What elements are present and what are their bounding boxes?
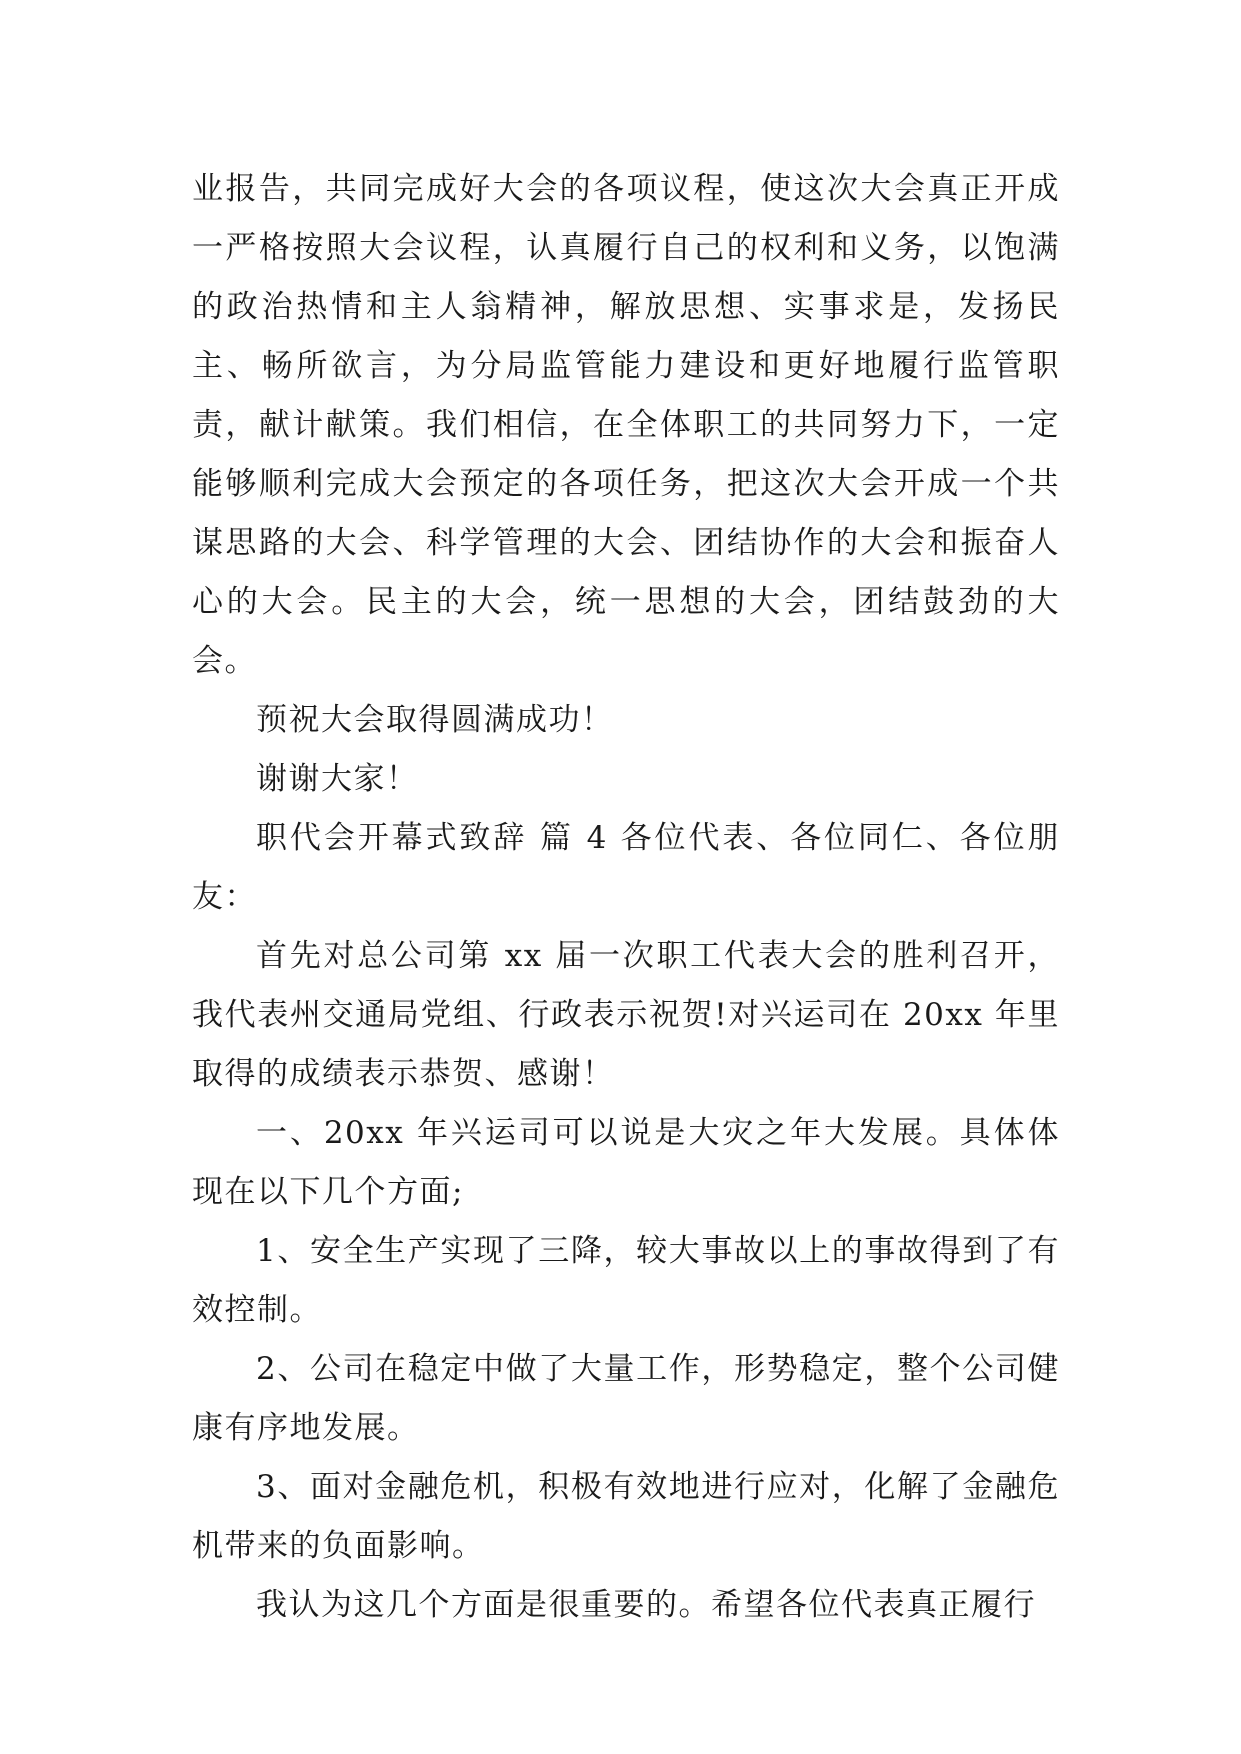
paragraph-continuation: 业报告，共同完成好大会的各项议程，使这次大会真正开成一严格按照大会议程，认真履行自己的权利和义务，以饱满的政治热情和主人翁精神，解放思想、实事求是，发扬民主、畅所欲言，为分局监管能力建设和更好地履行监管职责，献计献策。我们相信，在全体职工的共同努力下，一定能够顺利完成大会预定的各项任务，把这次大会开成一个共谋思路的大会、科学管理的大会、团结协作的大会和振奋人心的大会。民主的大会，统一思想的大会，团结鼓劲的大会。	[192, 171, 1060, 679]
paragraph-section-heading: 职代会开幕式致辞 篇 4 各位代表、各位同仁、各位朋友：	[192, 820, 1060, 915]
paragraph-item-3: 3、面对金融危机，积极有效地进行应对，化解了金融危机带来的负面影响。	[192, 1469, 1060, 1564]
paragraph-item-2: 2、公司在稳定中做了大量工作，形势稳定，整个公司健康有序地发展。	[192, 1351, 1060, 1446]
paragraph-item-1: 1、安全生产实现了三降，较大事故以上的事故得到了有效控制。	[192, 1233, 1060, 1328]
paragraph-wish: 预祝大会取得圆满成功！	[256, 702, 614, 738]
paragraph-thanks: 谢谢大家！	[256, 761, 419, 797]
paragraph-closing: 我认为这几个方面是很重要的。希望各位代表真正履行	[256, 1587, 1036, 1623]
paragraph-point-one: 一、20xx 年兴运司可以说是大灾之年大发展。具体体现在以下几个方面;	[192, 1115, 1060, 1210]
paragraph-congratulations: 首先对总公司第 xx 届一次职工代表大会的胜利召开，我代表州交通局党组、行政表示祝贺!对兴运司在 20xx 年里取得的成绩表示恭贺、感谢！	[192, 938, 1060, 1092]
document-body	[192, 160, 1060, 1635]
